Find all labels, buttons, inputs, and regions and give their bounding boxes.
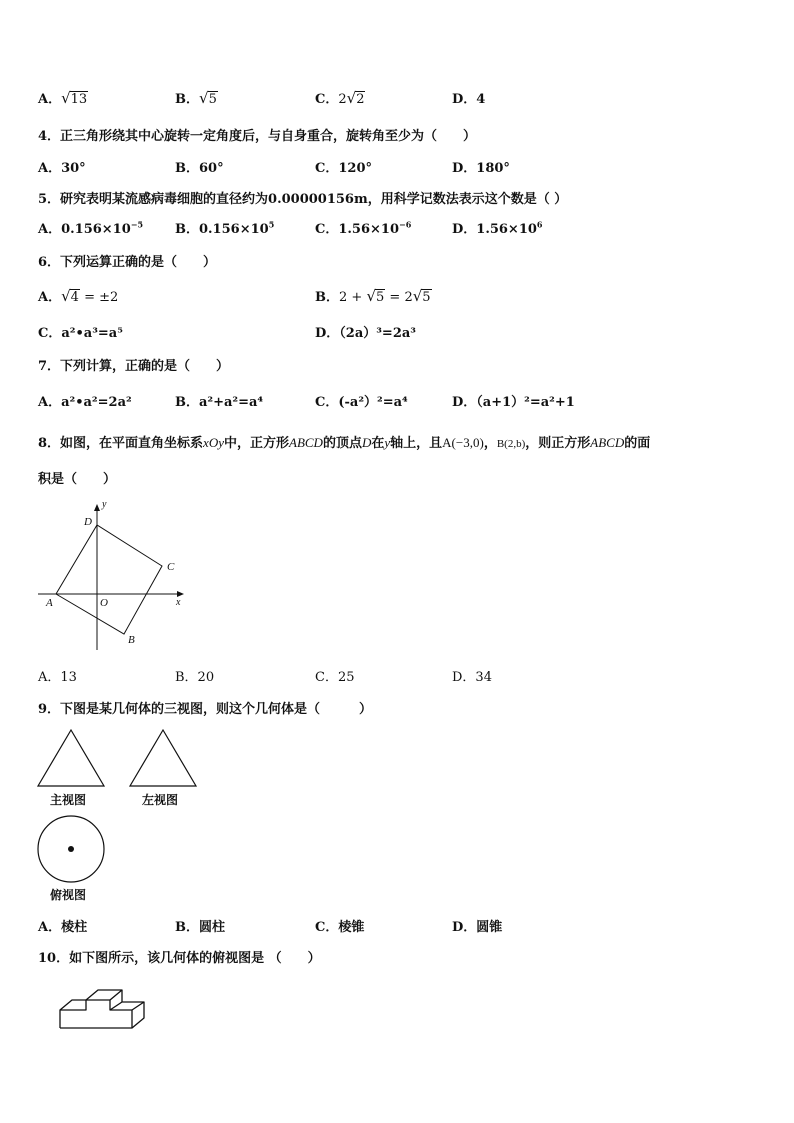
q4-option-c: C．120° [315,161,372,176]
q7-option-a: A．a²•a²=2a² [38,395,132,410]
left-view-label: 左视图 [142,793,179,807]
fig-label-x: x [176,597,181,608]
q8-option-d: D．34 [452,670,492,685]
q7-option-d: D．（a+1）²=a²+1 [452,395,575,410]
q8-stem-line2: 积是（ ） [38,472,117,487]
q6-option-c: C．a²•a³=a⁵ [38,326,123,341]
fig-label-c: C [167,561,175,573]
q9-option-c: C．棱锥 [315,920,365,935]
q9-option-a: A．棱柱 [38,920,88,935]
q6-option-d: D．（2a）³=2a³ [315,326,416,341]
q3-option-b: B．√5 [175,89,217,107]
q9-option-b: B．圆柱 [175,920,225,935]
q6-stem: 6．下列运算正确的是（ ） [38,255,217,270]
q8-stem-line1: 8．如图，在平面直角坐标系xOy中，正方形ABCD的顶点D在y轴上，且A(−3,0)，B(2,b)，则正方形ABCD的面 [38,435,651,451]
q5-option-c: C．$1.56\times 10^{-6}$ [315,219,412,237]
q4-stem: 4．正三角形绕其中心旋转一定角度后，与自身重合，旋转角至少为（ ） [38,129,477,144]
q8-option-b: B．20 [175,670,215,685]
q3-option-a: A．√13 [38,89,88,107]
q5-option-d: D．$1.56\times 10^6$ [452,219,543,237]
q7-option-b: B．a²+a²=a⁴ [175,395,264,410]
q5-option-b: B．$0.156\times 10^5$ [175,219,275,237]
q6-option-a: A．√4 = ±2 [38,287,119,305]
fig-label-y: y [102,499,107,510]
q3-option-d: D．4 [452,92,486,107]
front-view-label: 主视图 [50,793,87,807]
fig-label-a: A [46,597,53,609]
fig-label-d: D [84,516,92,528]
q7-stem: 7．下列计算，正确的是（ ） [38,359,230,374]
q4-option-a: A．30° [38,161,86,176]
q3-option-c: C．2√2 [315,89,365,107]
q6-option-b: B．2 + √5 = 2√5 [315,287,431,305]
q10-stem: 10．如下图所示，该几何体的俯视图是 （ ） [38,951,321,966]
q5-stem: 5．研究表明某流感病毒细胞的直径约为0.00000156m，用科学记数法表示这个数是（ ） [38,192,568,207]
q7-option-c: C．(-a²）²=a⁴ [315,395,408,410]
fig-label-b: B [128,634,135,646]
q4-option-d: D．180° [452,161,510,176]
q9-stem: 9．下图是某几何体的三视图，则这个几何体是（ ） [38,702,373,717]
q8-option-c: C．25 [315,670,355,685]
fig-label-o: O [100,597,108,609]
top-view-label: 俯视图 [50,888,87,902]
q5-option-a: A．$0.156\times 10^{-5}$ [38,219,144,237]
q4-option-b: B．60° [175,161,224,176]
q9-option-d: D．圆锥 [452,920,503,935]
q8-option-a: A．13 [38,670,77,685]
